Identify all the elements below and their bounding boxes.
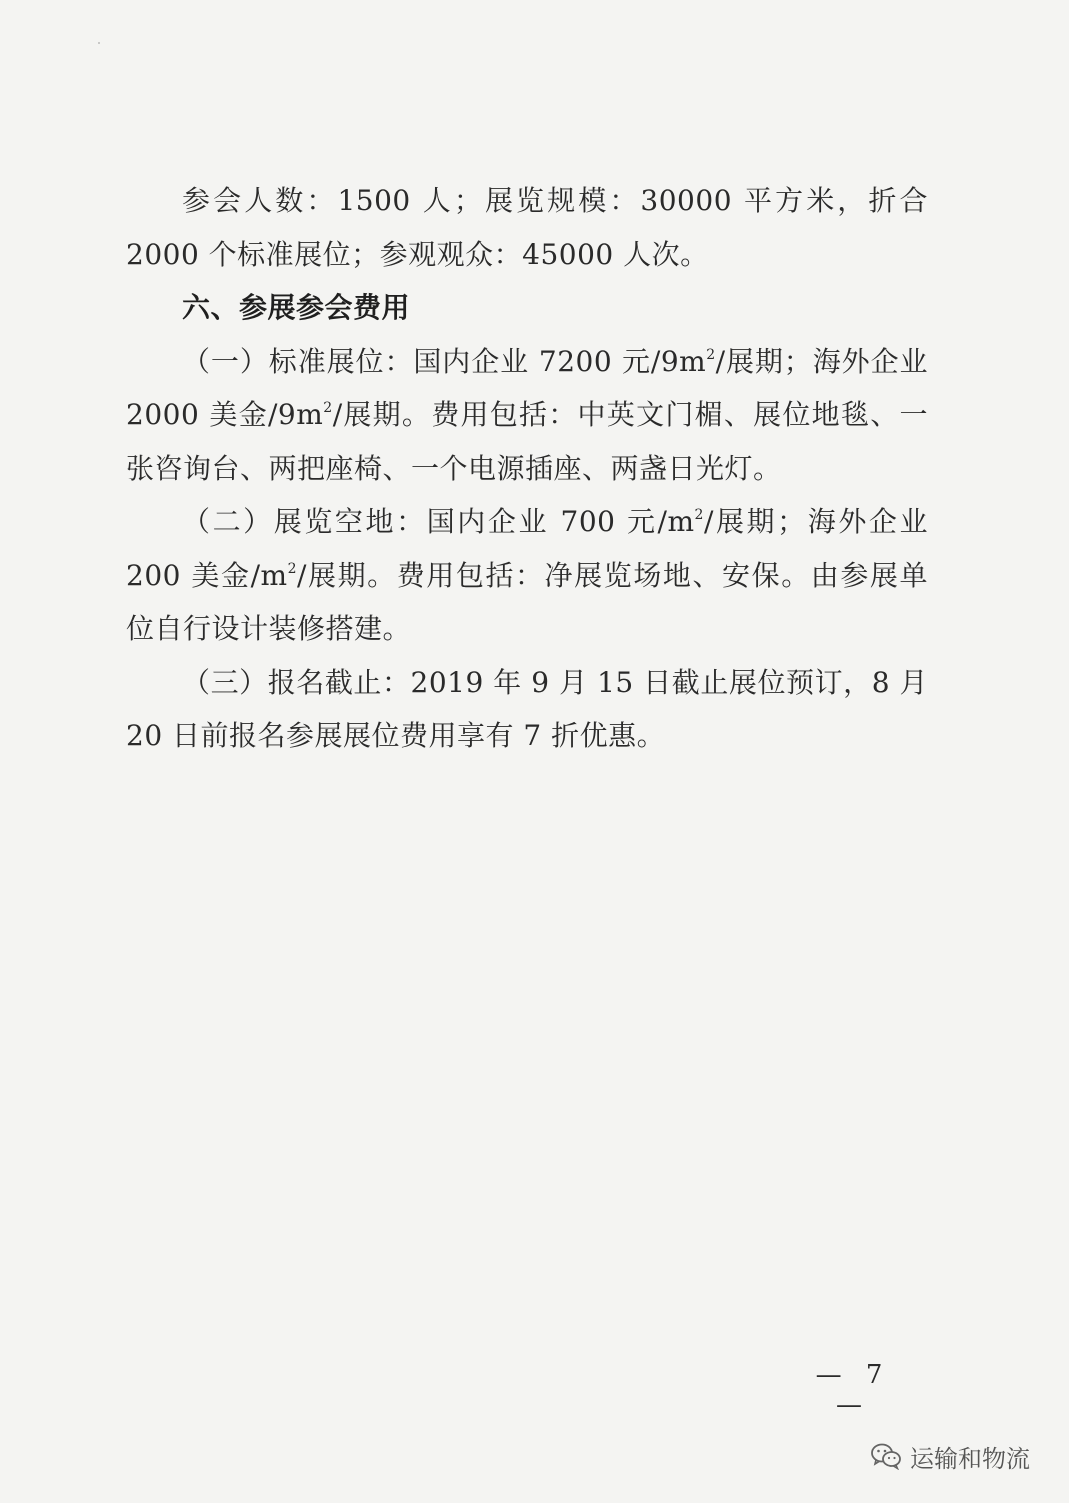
superscript: 2 (694, 507, 704, 523)
paragraph-attendance: 参会人数：1500 人；展览规模：30000 平方米，折合 2000 个标准展位；参观观众：45000 人次。 (126, 184, 928, 271)
text-segment: （一）标准展位：国内企业 7200 元/9m (182, 344, 707, 378)
superscript: 2 (323, 400, 333, 416)
document-body (126, 174, 928, 763)
text-segment: （二）展览空地：国内企业 700 元/m (182, 505, 695, 538)
watermark (870, 1436, 1030, 1476)
superscript: 2 (706, 346, 716, 363)
watermark-text: 运输和物流 (910, 1444, 1030, 1473)
paragraph-registration-deadline: （三）报名截止：2019 年 9 月 15 日截止展位预订，8 月 20 日前报名参展展位费用享有 7 折优惠。 (126, 665, 928, 752)
wechat-icon (870, 1442, 902, 1470)
scan-speck (98, 42, 100, 44)
page-number: — 7 — (815, 1360, 891, 1420)
paragraph-standard-booth (126, 335, 928, 496)
text-segment: /展期。费用包括：净展览场地、安保。由参展单位自行设计装修搭建。 (126, 558, 928, 645)
paragraph-raw-space (126, 495, 928, 656)
text-segment: /展期；海外企业 200 美金/m (126, 505, 928, 592)
section-heading-fees: 六、参展参会费用 (182, 291, 411, 324)
text-segment: /展期；海外企业 2000 美金/9m (126, 344, 928, 431)
text-segment: /展期。费用包括：中英文门楣、展位地毯、一张咨询台、两把座椅、一个电源插座、两盏日光灯。 (126, 398, 928, 485)
superscript: 2 (287, 560, 297, 577)
